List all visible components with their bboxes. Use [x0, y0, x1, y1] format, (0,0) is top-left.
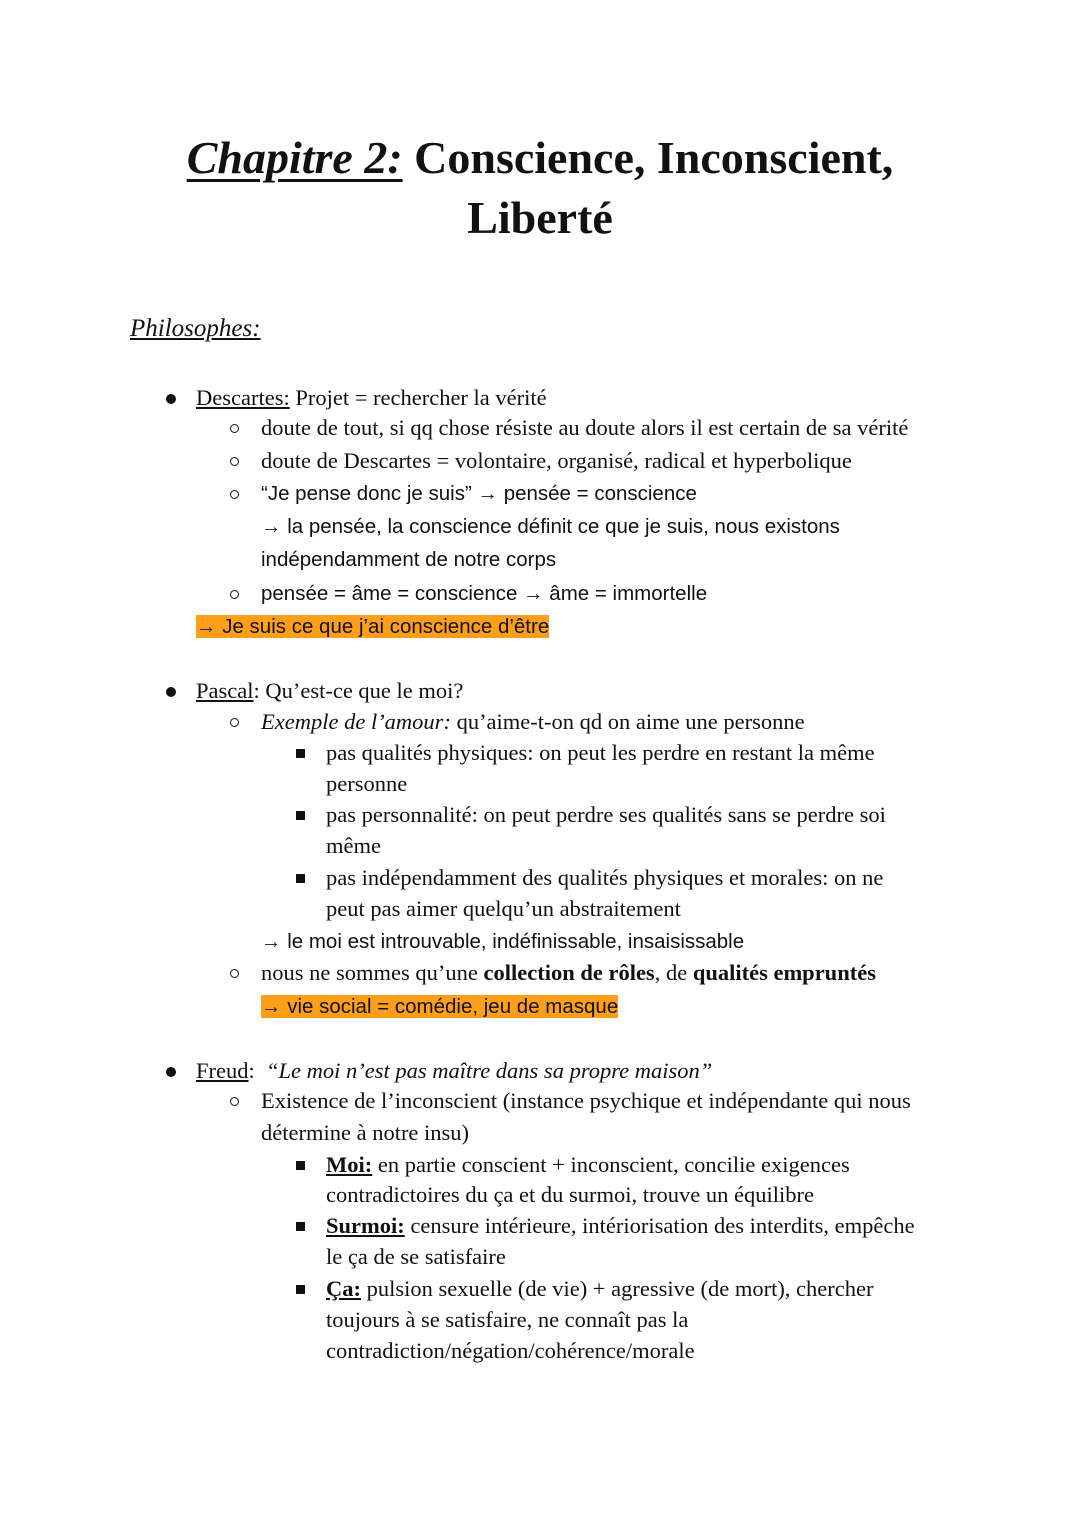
pascal-example [261, 707, 805, 737]
page-title [0, 128, 1080, 248]
bullet-circle [230, 457, 239, 466]
example-label: Exemple de l’amour: [261, 709, 451, 734]
descartes-point-2: doute de Descartes = volontaire, organisé, radical et hyperbolique [261, 448, 852, 473]
bullet-square [296, 1285, 305, 1294]
freud-surmoi-line-1 [326, 1211, 915, 1241]
bullet-square [296, 1222, 305, 1231]
bullet-circle [230, 490, 239, 499]
pascal-item-2-line-2: même [326, 833, 381, 858]
freud-ca-line-1 [326, 1274, 874, 1304]
bullet-circle [230, 424, 239, 433]
bullet-disc [166, 394, 176, 404]
surmoi-label: Surmoi: [326, 1213, 405, 1238]
pascal-heading [196, 676, 463, 706]
bullet-square [296, 874, 305, 883]
descartes-point-1: doute de tout, si qq chose résiste au doute alors il est certain de sa vérité [261, 415, 909, 440]
freud-heading: Freud: “Le moi n’est pas maître dans sa propre maison” [196, 1058, 713, 1083]
pascal-roles [261, 958, 876, 988]
roles-bold-2: qualités empruntés [692, 960, 876, 985]
chapter-subject: Conscience, Inconscient, [414, 132, 894, 183]
pascal-note: → le moi est introuvable, indéfinissable, insaisissable [261, 930, 745, 953]
freud-ca-line-3: contradiction/négation/cohérence/morale [326, 1338, 695, 1363]
pascal-intro: : Qu’est-ce que le moi? [253, 678, 464, 703]
bullet-circle [230, 1097, 239, 1106]
freud-ca-line-2: toujours à se satisfaire, ne connaît pas la [326, 1307, 689, 1332]
bullet-square [296, 1161, 305, 1170]
pascal-item-3-line-1: pas indépendamment des qualités physiques et morales: on ne [326, 865, 884, 890]
pascal-item-2-line-1: pas personnalité: on peut perdre ses qualités sans se perdre soi [326, 802, 886, 827]
bullet-circle [230, 969, 239, 978]
title-line-2: Liberté [467, 192, 613, 243]
bullet-square [296, 749, 305, 758]
moi-label: Moi: [326, 1152, 373, 1177]
title-line-1 [0, 128, 1080, 188]
roles-prefix: nous ne sommes qu’une [261, 960, 484, 985]
highlighted-conclusion: → vie social = comédie, jeu de masque [261, 995, 619, 1018]
descartes-heading [196, 383, 547, 413]
philosopher-name: Freud [196, 1058, 249, 1083]
descartes-intro: Projet = rechercher la vérité [295, 385, 547, 410]
philosopher-name: Pascal [196, 678, 254, 703]
roles-mid: , de [654, 960, 693, 985]
ca-label: Ça: [326, 1276, 361, 1301]
surmoi-text: censure intérieure, intériorisation des interdits, empêche [404, 1213, 915, 1238]
freud-surmoi-line-2: le ça de se satisfaire [326, 1244, 506, 1269]
roles-bold-1: collection de rôles [483, 960, 655, 985]
highlighted-conclusion: → Je suis ce que j’ai conscience d’être [196, 615, 550, 638]
chapter-label: Chapitre 2: [186, 132, 403, 183]
bullet-disc [166, 687, 176, 697]
descartes-point-4: pensée = âme = conscience → âme = immortelle [261, 582, 708, 605]
bullet-disc [166, 1067, 176, 1077]
descartes-conclusion [196, 612, 549, 642]
descartes-note-line-1: → la pensée, la conscience définit ce que je suis, nous existons [261, 515, 840, 538]
ca-text: pulsion sexuelle (de vie) + agressive (de mort), chercher [361, 1276, 874, 1301]
freud-quote: “Le moi n’est pas maître dans sa propre maison” [266, 1058, 713, 1083]
pascal-item-1-line-2: personne [326, 771, 408, 796]
pascal-item-3-line-2: peut pas aimer quelqu’un abstraitement [326, 896, 681, 921]
freud-existence-line-2: détermine à notre insu) [261, 1120, 470, 1145]
descartes-point-3: “Je pense donc je suis” → pensée = conscience [261, 482, 697, 505]
section-label: Philosophes: [130, 315, 261, 342]
example-text: qu’aime-t-on qd on aime une personne [450, 709, 805, 734]
pascal-conclusion [261, 992, 618, 1022]
bullet-circle [230, 718, 239, 727]
philosopher-name: Descartes: [196, 385, 290, 410]
freud-moi-line-1 [326, 1150, 850, 1180]
moi-text: en partie conscient + inconscient, concilie exigences [372, 1152, 850, 1177]
bullet-circle [230, 590, 239, 599]
bullet-square [296, 811, 305, 820]
descartes-note-line-2: indépendamment de notre corps [261, 548, 557, 571]
freud-existence-line-1: Existence de l’inconscient (instance psychique et indépendante qui nous [261, 1088, 911, 1113]
pascal-item-1-line-1: pas qualités physiques: on peut les perdre en restant la même [326, 740, 875, 765]
freud-moi-line-2: contradictoires du ça et du surmoi, trouve un équilibre [326, 1182, 814, 1207]
